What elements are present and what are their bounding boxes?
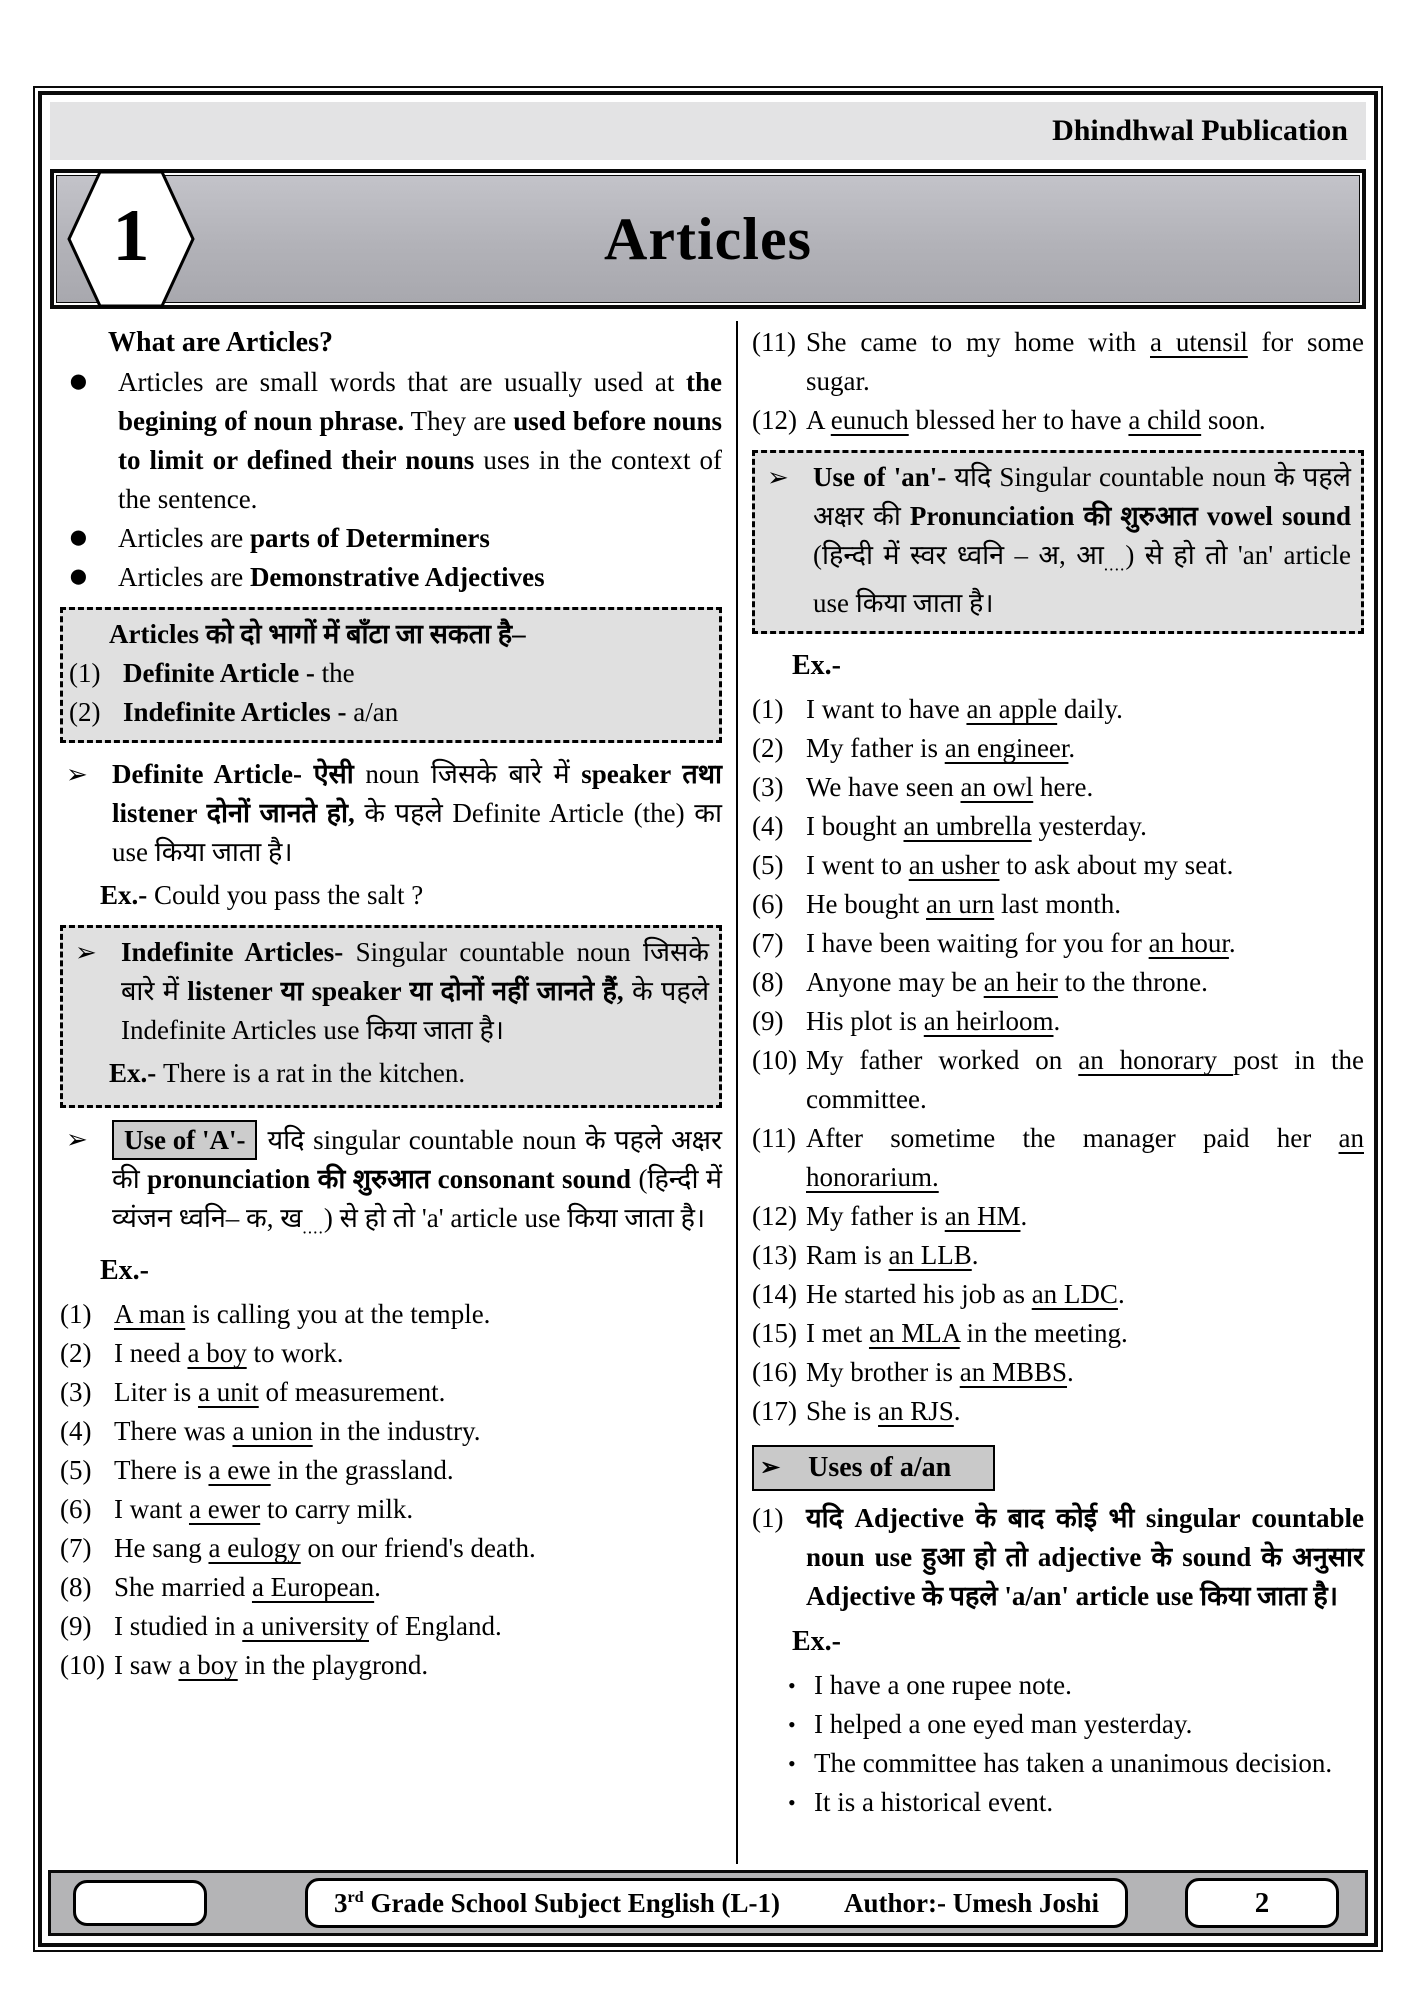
uses-example-text: The committee has taken a unanimous decision.: [814, 1748, 1333, 1779]
uses-example-item: [788, 1744, 1364, 1783]
example-item: [752, 1119, 1364, 1197]
definite-article-para: [60, 755, 722, 872]
example-number: (10): [752, 1045, 797, 1076]
chapter-title: Articles: [604, 205, 812, 272]
division-intro: Articles को दो भागों में बाँटा जा सकता है–: [109, 619, 526, 649]
division-list: [69, 654, 709, 732]
footer-author: Author:- Umesh Joshi: [843, 1887, 1099, 1918]
example-number: (2): [60, 1338, 92, 1369]
example-item: [60, 1295, 722, 1334]
indefinite-article-box: [60, 925, 722, 1108]
example-number: (12): [752, 1201, 797, 1232]
a-example-list: [60, 1295, 722, 1685]
example-text: He bought an urn last month.: [806, 889, 1121, 920]
example-number: (1): [60, 1299, 92, 1330]
example-number: (4): [60, 1416, 92, 1447]
example-item: [60, 1529, 722, 1568]
example-item: [60, 1334, 722, 1373]
uses-example-item: [788, 1783, 1364, 1822]
example-text: She married a European.: [114, 1572, 381, 1603]
use-of-a-para: [60, 1120, 722, 1247]
uses-example-text: It is a historical event.: [814, 1787, 1054, 1818]
example-lead: Ex.- There is a rat in the kitchen.: [109, 1058, 466, 1088]
example-text: A eunuch blessed her to have a child soon.: [806, 405, 1266, 435]
example-item: [752, 963, 1364, 1002]
example-heading: Ex.-: [792, 650, 841, 682]
example-item: [752, 1236, 1364, 1275]
indefinite-article-text: Indefinite Articles- Singular countable noun जिसके बारे में listener या speaker या दोनों नहीं जानते हैं, के पहले Indefinite Articles use किया जाता है।: [121, 937, 710, 1045]
example-text: My father is an engineer.: [806, 733, 1076, 764]
chapter-banner: [50, 169, 1366, 309]
example-item: [60, 1568, 722, 1607]
bullet-dot-icon: ⬤: [70, 569, 87, 585]
example-number: (6): [60, 1494, 92, 1525]
example-item: [752, 1353, 1364, 1392]
example-item: [60, 1373, 722, 1412]
example-text: After sometime the manager paid her an honorarium.: [806, 1123, 1364, 1193]
example-text: My father is an HM.: [806, 1201, 1028, 1232]
arrow-bullet-icon: ➢: [760, 1455, 781, 1482]
rule-number: (1): [752, 1503, 784, 1534]
example-item: [752, 846, 1364, 885]
example-item: [60, 1646, 722, 1685]
page-frame-inner: [38, 91, 1378, 1947]
content-columns: [42, 321, 1374, 1864]
example-number: (11): [752, 1123, 796, 1154]
use-of-an-box: [752, 450, 1364, 634]
example-text: She came to my home with a utensil for some sugar.: [806, 327, 1364, 396]
chapter-number: 1: [112, 194, 150, 277]
example-item: [752, 1002, 1364, 1041]
page-frame: [33, 86, 1383, 1952]
example-text: Liter is a unit of measurement.: [114, 1377, 446, 1408]
example-number: (16): [752, 1357, 797, 1388]
footer-empty-box: [73, 1880, 207, 1926]
item-text: Definite Article - the: [123, 658, 355, 688]
example-item: [752, 1392, 1364, 1431]
example-number: (11): [752, 327, 796, 357]
use-of-a-text: Use of 'A'- यदि singular countable noun के पहले अक्षर की pronunciation की शुरुआत consonant sound (हिन्दी में व्यंजन ध्वनि– क, ख$_{....}$) से हो तो 'a' article use किया जाता है।: [112, 1120, 722, 1247]
right-column: [738, 321, 1366, 1864]
uses-of-a-an-label-text: Uses of a/an: [808, 1452, 952, 1484]
example-text: Ram is an LLB.: [806, 1240, 979, 1271]
bullet-text: Articles are small words that are usually used at the begining of noun phrase. They are used before nouns to limit or defined their nouns uses in the context of the sentence.: [118, 367, 723, 514]
footer-bar: [48, 1870, 1368, 1936]
definite-example-block: [100, 876, 722, 915]
arrow-bullet-icon: ➢: [66, 1125, 88, 1154]
arrow-bullet-icon: ➢: [75, 938, 97, 967]
example-number: (3): [752, 772, 784, 803]
example-item: [60, 1451, 722, 1490]
bullet-dot-icon: ⬤: [70, 374, 87, 390]
example-item: [752, 1314, 1364, 1353]
example-item: [752, 690, 1364, 729]
uses-example-list: [752, 1666, 1364, 1822]
uses-example-item: [788, 1666, 1364, 1705]
example-item: [752, 885, 1364, 924]
arrow-bullet-icon: ➢: [66, 760, 88, 789]
bullet-text: Articles are Demonstrative Adjectives: [118, 562, 545, 592]
example-number: (5): [60, 1455, 92, 1486]
example-heading: Ex.-: [100, 1255, 149, 1287]
example-item: [752, 323, 1364, 401]
bullet-text: Articles are parts of Determiners: [118, 523, 490, 553]
publisher-name: Dhindhwal Publication: [1052, 114, 1348, 147]
use-of-an-text: Use of 'an'- यदि Singular countable noun के पहले अक्षर की Pronunciation की शुरुआत vowel sound (हिन्दी में स्वर ध्वनि – अ, आ$_{....}$) से हो तो 'an' article use किया जाता है।: [813, 462, 1352, 619]
example-number: (9): [752, 1006, 784, 1037]
example-number: (8): [60, 1572, 92, 1603]
example-number: (8): [752, 967, 784, 998]
example-text: I saw a boy in the playgrond.: [114, 1650, 429, 1681]
example-text: I met an MLA in the meeting.: [806, 1318, 1128, 1349]
example-text: He sang a eulogy on our friend's death.: [114, 1533, 536, 1564]
item-number: (1): [69, 658, 101, 688]
footer-page-number: 2: [1185, 1878, 1339, 1928]
example-number: (7): [752, 928, 784, 959]
chapter-banner-inner: [56, 175, 1360, 303]
item-text: Indefinite Articles - a/an: [123, 697, 399, 727]
arrow-bullet-icon: ➢: [767, 463, 789, 492]
footer-title-box: [305, 1878, 1128, 1928]
example-number: (15): [752, 1318, 797, 1349]
example-item: [60, 1490, 722, 1529]
example-text: We have seen an owl here.: [806, 772, 1094, 803]
example-item: [752, 401, 1364, 440]
example-text: His plot is an heirloom.: [806, 1006, 1061, 1037]
example-item: [752, 729, 1364, 768]
intro-bullet-list: [60, 363, 722, 597]
example-text: There was a union in the industry.: [114, 1416, 481, 1447]
example-number: (14): [752, 1279, 797, 1310]
bullet-item: [60, 558, 722, 597]
example-item: [752, 768, 1364, 807]
rule-text: यदि Adjective के बाद कोई भी singular countable noun use हुआ हो तो adjective के sound के अनुसार Adjective के पहले 'a/an' article use किया जाता है।: [806, 1503, 1364, 1612]
example-lead: Ex.- Could you pass the salt ?: [100, 880, 424, 910]
example-number: (1): [752, 694, 784, 725]
definite-article-text: Definite Article- ऐसी noun जिसके बारे में speaker तथा listener दोनों जानते हो, के पहले Definite Article (the) का use किया जाता है।: [112, 759, 722, 867]
example-text: I want to have an apple daily.: [806, 694, 1123, 725]
example-item: [752, 1041, 1364, 1119]
example-number: (2): [752, 733, 784, 764]
example-heading: Ex.-: [792, 1626, 841, 1658]
left-column: [50, 321, 738, 1864]
example-text: A man is calling you at the temple.: [114, 1299, 491, 1330]
bullet-dot-icon: •: [788, 1790, 796, 1816]
example-text: I have been waiting for you for an hour.: [806, 928, 1236, 959]
uses-rule-item: [752, 1499, 1364, 1616]
uses-rule-list: [752, 1499, 1364, 1616]
example-text: I studied in a university of England.: [114, 1611, 502, 1642]
example-number: (9): [60, 1611, 92, 1642]
uses-example-text: I have a one rupee note.: [814, 1670, 1072, 1701]
example-number: (10): [60, 1650, 105, 1681]
uses-example-item: [788, 1705, 1364, 1744]
example-number: (17): [752, 1396, 797, 1427]
section-heading-what-are-articles: What are Articles?: [108, 327, 333, 358]
example-item: [752, 807, 1364, 846]
bullet-dot-icon: •: [788, 1673, 796, 1699]
example-text: Anyone may be an heir to the throne.: [806, 967, 1208, 998]
indefinite-example-block: [109, 1054, 709, 1093]
bullet-item: [60, 363, 722, 519]
example-item: [60, 1412, 722, 1451]
example-text: My father worked on an honorary post in the committee.: [806, 1045, 1365, 1115]
example-text: There is a ewe in the grassland.: [114, 1455, 454, 1486]
item-number: (2): [69, 697, 101, 727]
uses-of-a-an-label: [752, 1445, 995, 1491]
use-of-an-para: [761, 458, 1351, 623]
example-item: [60, 1607, 722, 1646]
example-item: [752, 924, 1364, 963]
uses-example-text: I helped a one eyed man yesterday.: [814, 1709, 1193, 1740]
example-number: (7): [60, 1533, 92, 1564]
example-number: (5): [752, 850, 784, 881]
example-text: I need a boy to work.: [114, 1338, 344, 1369]
bullet-item: [60, 519, 722, 558]
example-number: (13): [752, 1240, 797, 1271]
example-text: I want a ewer to carry milk.: [114, 1494, 414, 1525]
example-number: (3): [60, 1377, 92, 1408]
division-item: [69, 654, 709, 693]
article-division-box: [60, 607, 722, 743]
bullet-dot-icon: ⬤: [70, 530, 87, 546]
example-item: [752, 1197, 1364, 1236]
example-number: (12): [752, 405, 797, 435]
example-number: (6): [752, 889, 784, 920]
example-text: I bought an umbrella yesterday.: [806, 811, 1147, 842]
example-text: I went to an usher to ask about my seat.: [806, 850, 1234, 881]
example-text: He started his job as an LDC.: [806, 1279, 1125, 1310]
an-example-list: [752, 690, 1364, 1431]
bullet-dot-icon: •: [788, 1751, 796, 1777]
example-text: My brother is an MBBS.: [806, 1357, 1074, 1388]
publisher-band: [50, 102, 1366, 160]
example-number: (4): [752, 811, 784, 842]
example-text: She is an RJS.: [806, 1396, 961, 1427]
indefinite-article-para: [69, 933, 709, 1050]
example-item: [752, 1275, 1364, 1314]
footer-course-title: 3rd Grade School Subject English (L-1): [334, 1887, 780, 1918]
a-example-list-continued: [752, 323, 1364, 440]
division-item: [69, 693, 709, 732]
bullet-dot-icon: •: [788, 1712, 796, 1738]
